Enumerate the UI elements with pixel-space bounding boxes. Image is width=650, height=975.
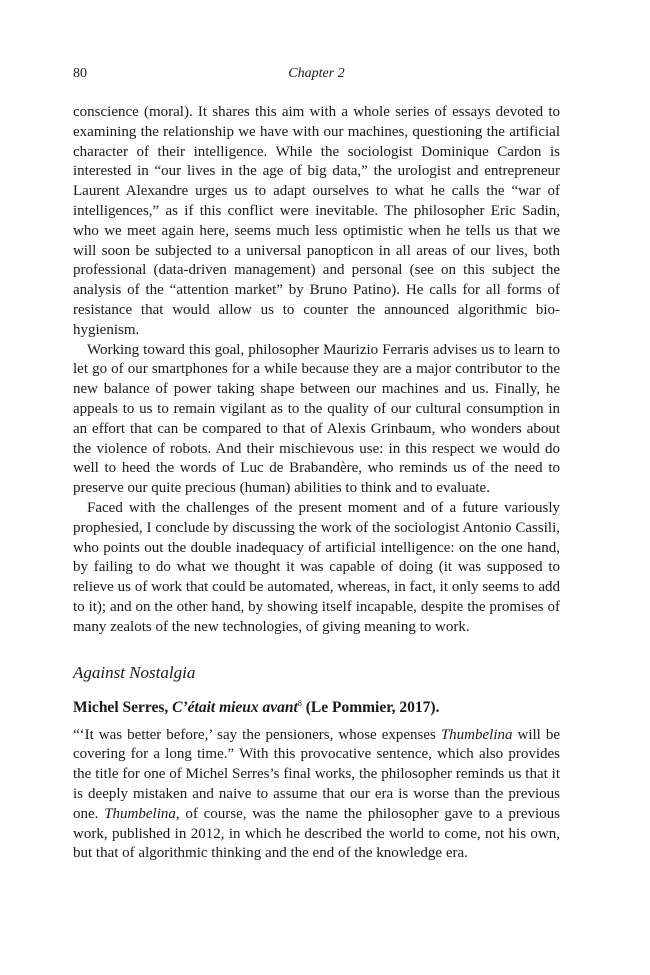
book-publisher: (Le Pommier, 2017). xyxy=(301,698,440,716)
paragraph-continuation: conscience (moral). It shares this aim with a whole series of essays devoted to examining the relationship we have with our machines, questioning the artificial character of their intelligence. While the sociologist Dominique Cardon is interested in “our lives in the age of big data,” the urologist and entrepreneur Laurent Alexandre urges us to adapt ourselves to what he calls the “war of intelligences,” as if this conflict were inevitable. The philosopher Eric Sadin, who we meet again here, seems much less optimistic when he tells us that we will soon be subjected to a universal panopticon in all areas of our lives, both professional (data-driven management) and personal (see on this subject the analysis of the “attention market” by Bruno Patino). He calls for all forms of resistance that would allow us to counter the announced algorithmic bio-hygienism. xyxy=(73,104,560,338)
serres-text-part1: “‘It was better before,’ say the pensioners, whose expenses xyxy=(73,726,441,743)
book-reference xyxy=(73,694,560,718)
serres-text-part2: will be covering for a long time.” With this provocative sentence, which also provides the title for one of Michel Serres’s final works, the philosopher reminds us that it is deeply mistaken and naive to assume that our era is worse than the previous one. xyxy=(73,726,560,822)
running-head: Chapter 2 xyxy=(288,66,345,81)
page-number: 80 xyxy=(73,66,87,81)
thumbelina-title-2: Thumbelina xyxy=(104,805,176,822)
book-title: C’était mieux avant xyxy=(172,698,298,716)
book-author: Michel Serres, xyxy=(73,698,173,716)
main-text xyxy=(73,103,560,638)
paragraph-cassili: Faced with the challenges of the present moment and of a future variously prophesied, I conclude by discussing the work of the sociologist Antonio Cassili, who points out the double inadequacy of artificial intelligence: on the one hand, by failing to do what we thought it was capable of doing (it was supposed to relieve us of work that could be automated, whereas, in fact, it only seems to add to it); and on the other hand, by showing itself incapable, despite the promises of many zealots of the new technologies, of giving meaning to work. xyxy=(73,499,560,635)
page-header xyxy=(73,66,560,86)
paragraph-ferraris: Working toward this goal, philosopher Maurizio Ferraris advises us to learn to let go of our smartphones for a while because they are a major contributor to the new balance of power taking shape between our machines and us. Finally, he appeals to us to remain vigilant as to the quality of our cultural consumption in an effort that can be compared to that of Alexis Grinbaum, who wonders about the violence of robots. And their mischievous use: in this respect we would do well to heed the words of Luc de Brabandère, who reminds us of the need to preserve our quite precious (human) abilities to think and to evaluate. xyxy=(73,341,560,497)
section-text xyxy=(73,726,560,865)
serres-text-part3: , of course, was the name the philosopher gave to a previous work, published in 2012, in which he described the world to come, not his own, but that of algorithmic thinking and the end of the knowledge era. xyxy=(73,805,560,862)
book-page xyxy=(73,66,560,864)
section-heading: Against Nostalgia xyxy=(73,662,196,682)
footnote-reference[interactable]: 8 xyxy=(297,698,302,708)
paragraph-serres xyxy=(73,726,560,865)
thumbelina-title-1: Thumbelina xyxy=(440,726,513,743)
